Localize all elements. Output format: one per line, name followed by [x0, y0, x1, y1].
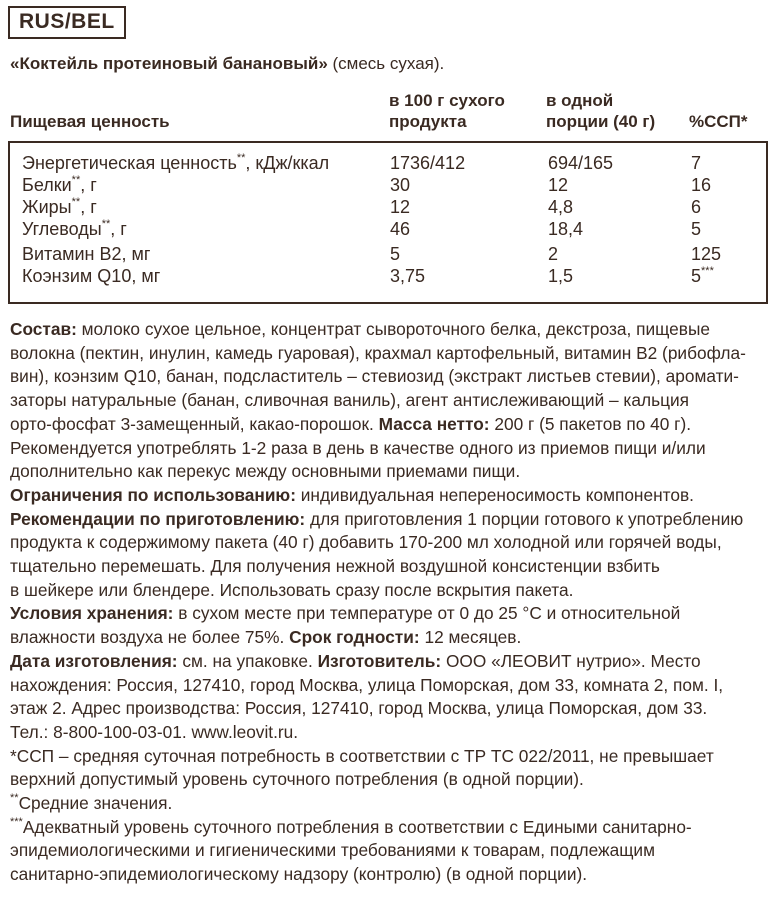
table-row: [10, 152, 770, 174]
table-row: [10, 174, 770, 196]
restrictions-section: Ограничения по использованию: индивидуальная непереносимость компонентов.: [10, 484, 694, 505]
value-portion: 694/165: [548, 153, 614, 173]
nutrient-name: Углеводы**, г: [22, 218, 127, 239]
table-row: [10, 243, 770, 265]
net-weight-label: Масса нетто:: [378, 413, 490, 434]
nutrient-name: Витамин В2, мг: [22, 244, 151, 264]
nutrient-name: Жиры**, г: [22, 196, 97, 217]
nutrient-name: Энергетическая ценность**, кДж/ккал: [22, 152, 330, 173]
table-row: [10, 265, 770, 287]
header-per100: [389, 90, 505, 132]
preparation-section: Рекомендации по приготовлению: для приготовления 1 порции готового к употреблению продукта к содержимому пакета (40 г) добавить 170-200 мл холодной или горячей воды, тщательно перемешать. Для получения нежной воздушной консистенции взбить в шейкере или блендере. Использовать сразу после вскрытия пакета.: [10, 508, 744, 600]
value-dri: 5: [691, 219, 702, 239]
header-portion-line1: в одной: [546, 91, 614, 110]
label-text: [10, 318, 778, 887]
value-per100: 30: [390, 175, 411, 195]
net-weight-value: 200 г (5 пакетов по 40 г).: [489, 413, 691, 434]
value-dri: 6: [691, 197, 702, 217]
header-portion: [546, 90, 655, 132]
value-portion: 12: [548, 175, 569, 195]
header-nutrition: Пищевая ценность: [10, 112, 170, 131]
header-per100-line1: в 100 г сухого: [389, 91, 505, 110]
value-dri: 125: [691, 244, 722, 264]
product-type: (смесь сухая).: [327, 54, 445, 73]
product-title: [10, 54, 444, 74]
nutrition-table: [8, 141, 768, 304]
value-dri: 16: [691, 175, 712, 195]
value-per100: 5: [390, 244, 401, 264]
composition-section: Состав: молоко сухое цельное, концентрат сывороточного белка, декстроза, пищевые волокна (пектин, инулин, камедь гуаровая), крахмал картофельный, витамин В2 (рибофла- вин), коэнзим Q10, банан, подсластитель – стевиозид (экстракт листьев стевии), аромати- заторы натуральные (банан, сливочная ваниль), агент антислеживающий – кальция орто-фосфат 3-замещенный, какао-порошок. Масса нетто: 200 г (5 пакетов по 40 г).: [10, 319, 746, 434]
shelf-life-label: Срок годности:: [289, 627, 420, 648]
value-per100: 46: [390, 219, 411, 239]
nutrient-name: Белки**, г: [22, 174, 97, 195]
manufacturer-section: Дата изготовления: см. на упаковке. Изготовитель: ООО «ЛЕОВИТ нутрио». Место нахождения: Россия, 127410, город Москва, улица Поморская, дом 33, комната 2, пом. I, этаж 2. Адрес производства: Россия, 127410, город Москва, улица Поморская, дом 33. Тел.: 8-800-100-03-01. www.leovit.ru.: [10, 650, 724, 742]
value-dri: 7: [691, 153, 702, 173]
value-portion: 18,4: [548, 219, 584, 239]
value-portion: 2: [548, 244, 559, 264]
header-per100-line2: продукта: [389, 112, 467, 131]
footnotes-section: *ССП – средняя суточная потребность в соответствии с ТР ТС 022/2011, не превышает верхний допустимый уровень суточного потребления (в одной порции). **Средние значения. ***Адекватный уровень суточного потребления в соответствии с Едиными санитарно- эпидемиологическими и гигиеническими требованиями к товарам, подлежащим санитарно-эпидемиологическому надзору (контролю) (в одной порции).: [10, 745, 714, 885]
table-row: [10, 196, 770, 218]
value-portion: 1,5: [548, 266, 574, 286]
nutrient-name: Коэнзим Q10, мг: [22, 266, 161, 286]
recommendation-section: Рекомендуется употреблять 1-2 раза в день в качестве одного из приемов пищи и/или дополнительно как перекус между основными приемами пищи.: [10, 437, 706, 482]
shelf-life-value: 12 месяцев.: [419, 627, 522, 648]
header-portion-line2: порции (40 г): [546, 112, 656, 131]
value-dri: 5***: [691, 265, 714, 286]
value-per100: 12: [390, 197, 411, 217]
table-row: [10, 218, 770, 240]
region-badge: RUS/BEL: [8, 6, 126, 39]
value-per100: 1736/412: [390, 153, 466, 173]
product-name: «Коктейль протеиновый банановый»: [10, 54, 328, 73]
header-dri: %ССП*: [689, 112, 748, 131]
storage-section: Условия хранения: в сухом месте при температуре от 0 до 25 °С и относительной влажности воздуха не более 75%. Срок годности: 12 месяцев.: [10, 603, 681, 648]
value-portion: 4,8: [548, 197, 574, 217]
value-per100: 3,75: [390, 266, 426, 286]
